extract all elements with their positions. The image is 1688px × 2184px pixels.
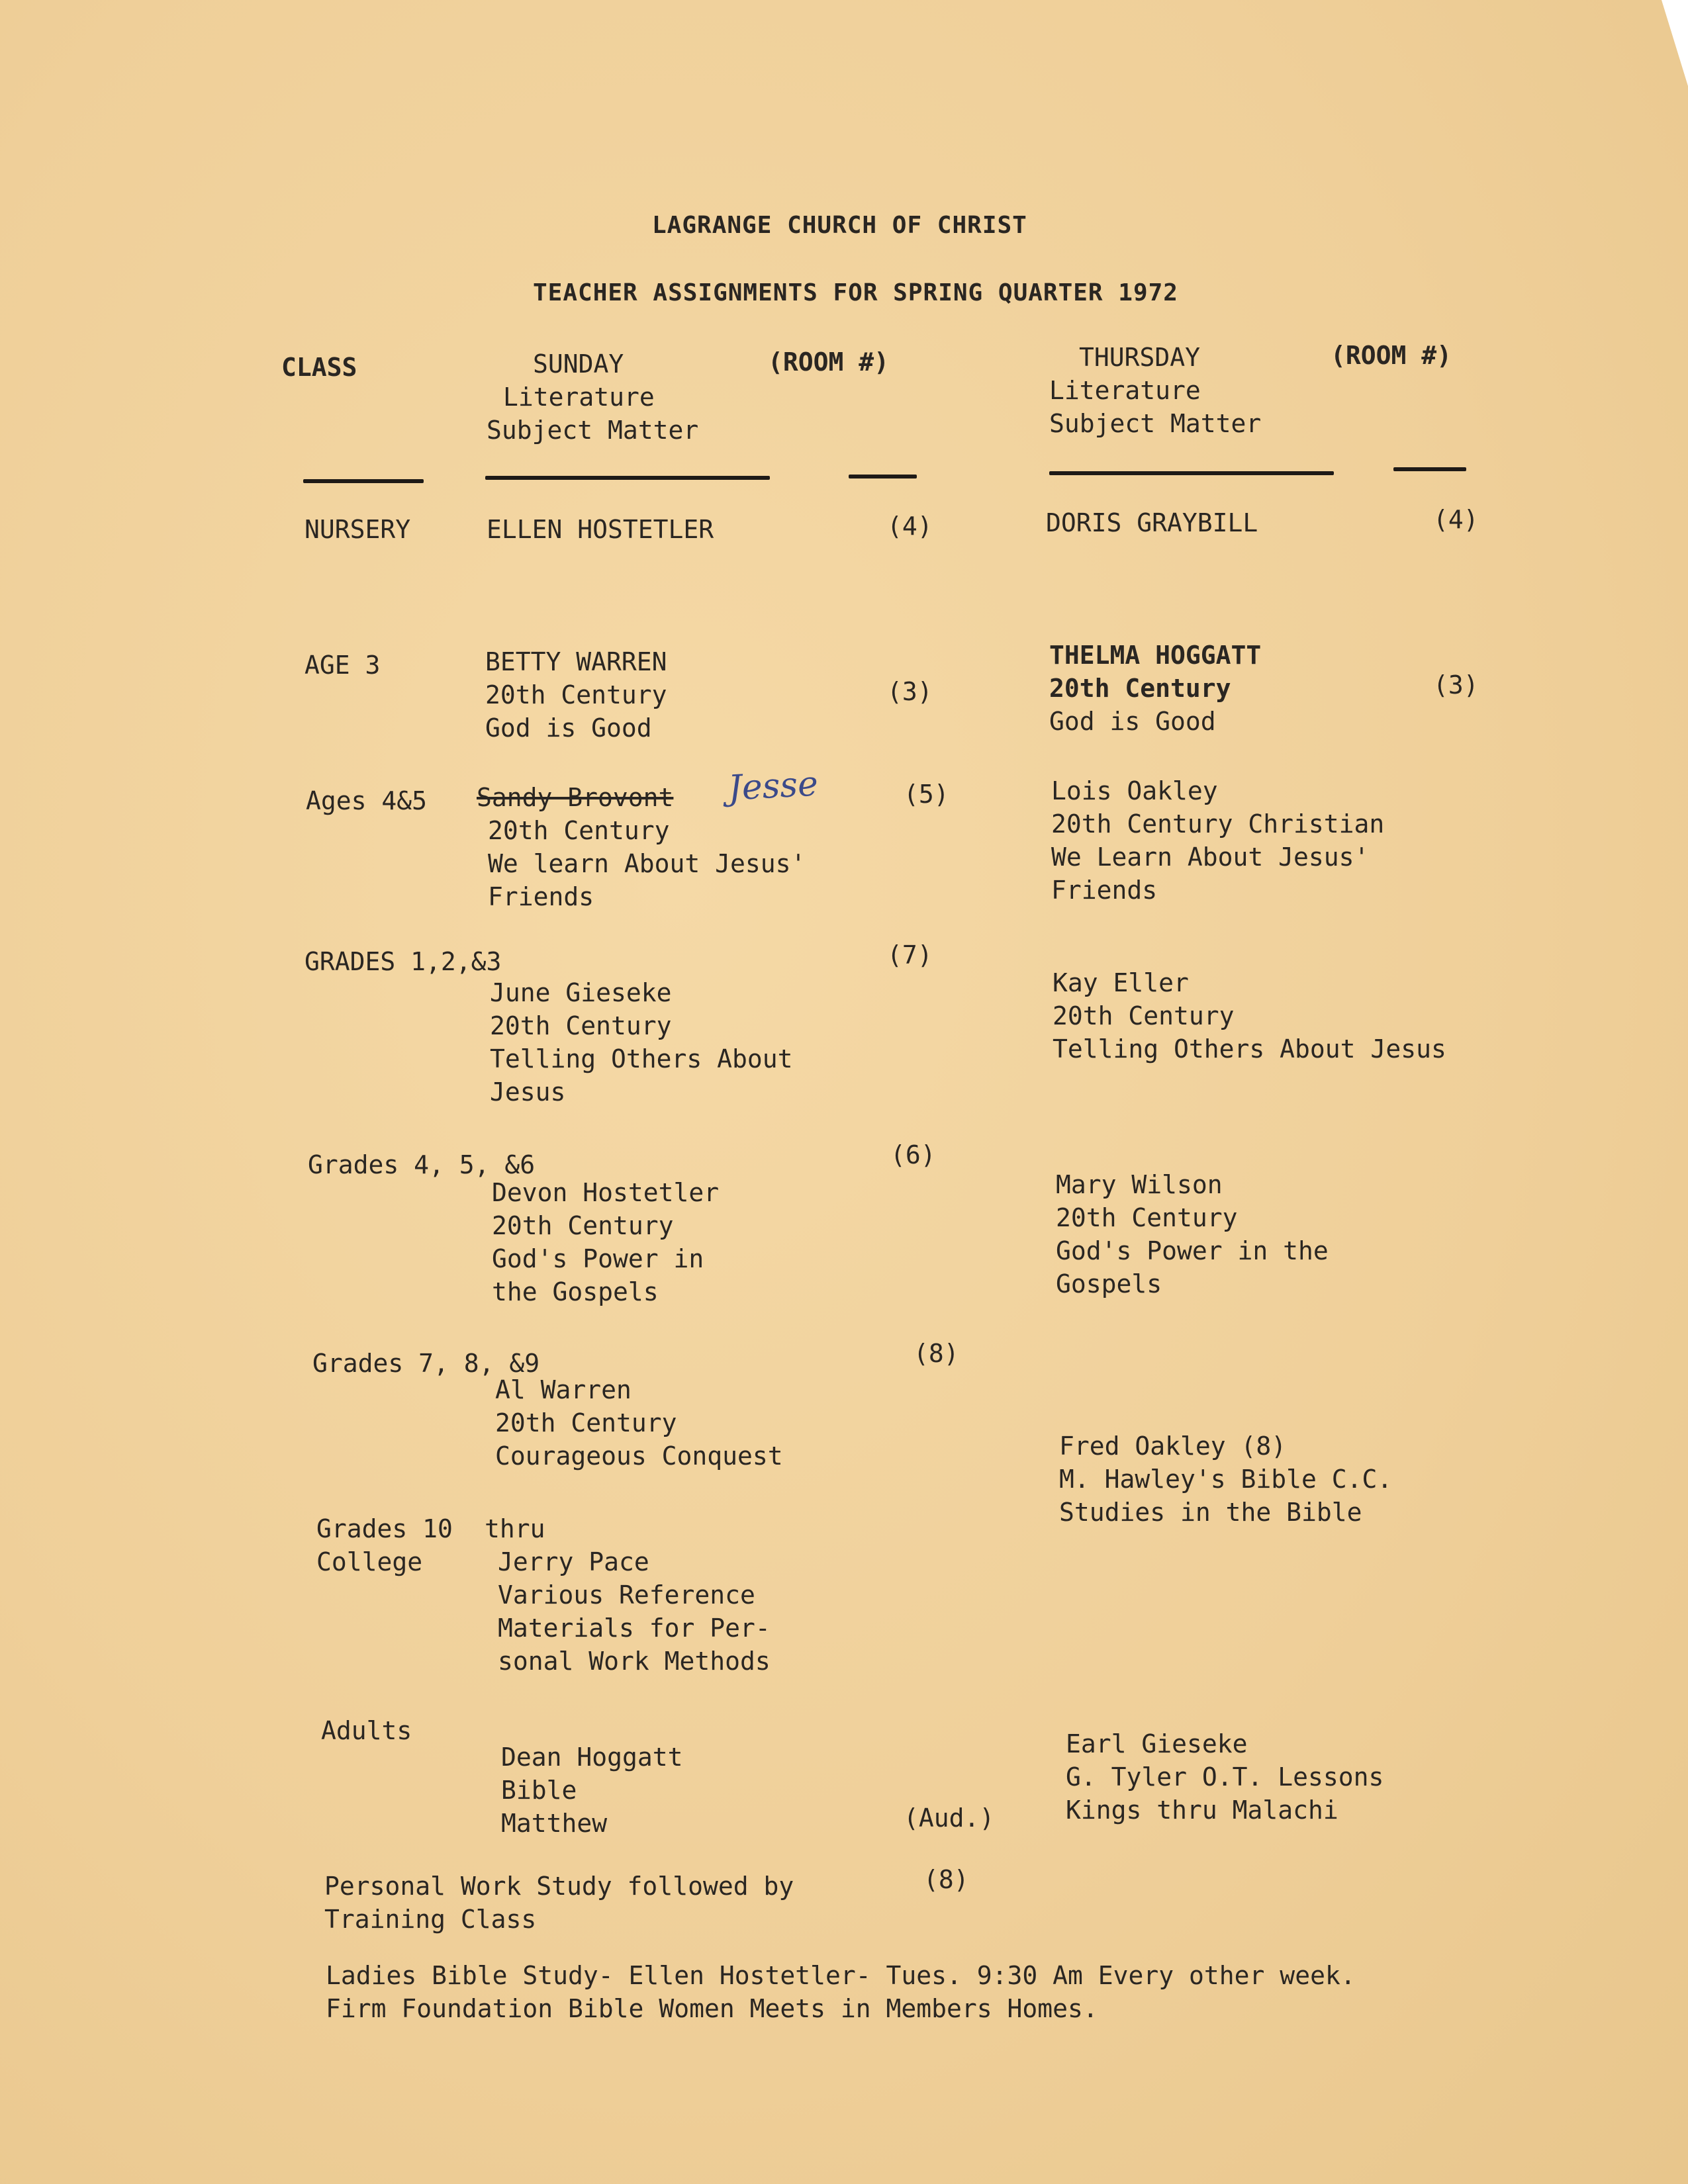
personal-work-study (324, 1870, 794, 1936)
personal-work-line2: Training Class (324, 1905, 537, 1934)
sunday-grades456 (492, 1176, 719, 1308)
thursday-literature-grades456: 20th Century (1056, 1203, 1238, 1232)
thursday-teacher-grades789: Fred Oakley (8) (1059, 1432, 1287, 1461)
sunday-teacher-adults: Dean Hoggatt (501, 1743, 683, 1772)
class-ages45: Ages 4&5 (306, 786, 428, 815)
header-thursday (1049, 341, 1261, 440)
sunday-room-ages45: (5) (904, 780, 949, 809)
sunday-grades10 (498, 1545, 771, 1678)
thursday-subject-adults: Kings thru Malachi (1066, 1796, 1338, 1825)
sunday-subject-grades10-cont2: sonal Work Methods (498, 1647, 771, 1676)
thursday-grades789 (1059, 1430, 1392, 1529)
thursday-literature-grades123: 20th Century (1053, 1001, 1235, 1030)
thursday-ages45 (1051, 774, 1384, 907)
thursday-subject-grades789: Studies in the Bible (1059, 1498, 1362, 1527)
thursday-room-age3: (3) (1433, 670, 1479, 700)
class-nursery: NURSERY (305, 515, 411, 544)
sunday-ages45 (488, 814, 806, 913)
sunday-subject-grades789: Courageous Conquest (495, 1441, 783, 1471)
sunday-room-grades456: (6) (890, 1140, 936, 1169)
header-thursday-literature: Literature (1049, 376, 1201, 405)
footer-firm-foundation: Firm Foundation Bible Women Meets in Members Homes. (326, 1994, 1098, 2023)
thursday-teacher-grades456: Mary Wilson (1056, 1170, 1223, 1199)
thursday-room-nursery: (4) (1433, 505, 1479, 534)
sunday-subject-ages45: We learn About Jesus' (488, 849, 806, 878)
sunday-literature-grades123: 20th Century (490, 1011, 672, 1040)
rule-sunday-room (849, 475, 917, 478)
sunday-subject-age3: God is Good (485, 713, 652, 743)
sunday-teacher-nursery: ELLEN HOSTETLER (487, 515, 714, 544)
thursday-literature-ages45: 20th Century Christian (1051, 809, 1385, 839)
document-subtitle: TEACHER ASSIGNMENTS FOR SPRING QUARTER 1972 (533, 279, 1178, 306)
header-thursday-room: (ROOM #) (1331, 341, 1452, 370)
class-college: College (316, 1547, 423, 1576)
class-grades789: Grades 7, 8, &9 (312, 1349, 540, 1378)
sunday-subject-grades456-cont: the Gospels (492, 1277, 659, 1306)
sunday-room-grades789: (8) (914, 1339, 959, 1368)
thursday-age3 (1049, 639, 1261, 738)
class-grades456: Grades 4, 5, &6 (308, 1150, 536, 1179)
sunday-room-nursery: (4) (887, 512, 933, 541)
sunday-teacher-grades456: Devon Hostetler (492, 1178, 720, 1207)
sunday-subject-grades123: Telling Others About (490, 1044, 793, 1073)
sunday-subject-grades456: God's Power in (492, 1244, 704, 1273)
rule-class (303, 479, 424, 483)
page-corner (1662, 0, 1688, 86)
sunday-literature-grades789: 20th Century (495, 1408, 677, 1437)
thursday-literature-grades789: M. Hawley's Bible C.C. (1059, 1465, 1393, 1494)
header-thursday-day: THURSDAY (1079, 343, 1201, 372)
sunday-teacher-grades10: Jerry Pace (498, 1547, 649, 1576)
thursday-literature-age3: 20th Century (1049, 674, 1231, 703)
sunday-age3 (485, 645, 667, 745)
sunday-grades789 (495, 1373, 783, 1473)
sunday-room-grades123: (7) (887, 940, 933, 970)
sunday-teacher-grades123: June Gieseke (490, 978, 672, 1007)
sunday-literature-ages45: 20th Century (488, 816, 670, 845)
thursday-teacher-grades123: Kay Eller (1053, 968, 1189, 997)
sunday-teacher-age3: BETTY WARREN (485, 647, 667, 676)
class-grades10-college (316, 1512, 453, 1578)
thursday-teacher-adults: Earl Gieseke (1066, 1729, 1248, 1758)
rule-thursday (1049, 471, 1334, 475)
header-sunday-literature: Literature (503, 383, 655, 412)
sunday-subject-grades10-cont: Materials for Per- (498, 1614, 771, 1643)
sunday-subject-adults: Matthew (501, 1809, 608, 1838)
sunday-subject-grades123-cont: Jesus (490, 1077, 566, 1107)
header-sunday-room: (ROOM #) (768, 347, 890, 377)
sunday-literature-adults: Bible (501, 1776, 577, 1805)
thursday-subject-ages45: We Learn About Jesus' (1051, 842, 1370, 872)
footer-notes (326, 1959, 1356, 2025)
thursday-subject-age3: God is Good (1049, 707, 1216, 736)
header-sunday (487, 347, 698, 447)
footer-ladies-bible-study: Ladies Bible Study- Ellen Hostetler- Tues. 9:30 Am Every other week. (326, 1961, 1356, 1990)
thursday-adults (1066, 1727, 1383, 1827)
sunday-grades123 (490, 976, 793, 1109)
header-thursday-subject: Subject Matter (1049, 409, 1262, 438)
sunday-subject-ages45-cont: Friends (488, 882, 594, 911)
header-class: CLASS (281, 353, 357, 382)
thursday-teacher-nursery: DORIS GRAYBILL (1046, 508, 1258, 537)
class-adults: Adults (321, 1716, 412, 1745)
class-grades123: GRADES 1,2,&3 (305, 947, 502, 976)
sunday-literature-grades456: 20th Century (492, 1211, 674, 1240)
thursday-grades123 (1053, 966, 1446, 1066)
thursday-teacher-ages45: Lois Oakley (1051, 776, 1218, 805)
thursday-subject-grades456-cont: Gospels (1056, 1269, 1162, 1298)
personal-work-line1: Personal Work Study followed by (324, 1872, 794, 1901)
thursday-teacher-age3: THELMA HOGGATT (1049, 641, 1262, 670)
thursday-grades456 (1056, 1168, 1329, 1300)
header-sunday-subject: Subject Matter (487, 416, 699, 445)
rule-thursday-room (1393, 467, 1466, 471)
sunday-literature-age3: 20th Century (485, 680, 667, 709)
sunday-room-adults: (Aud.) (904, 1803, 995, 1833)
sunday-room-age3: (3) (887, 677, 933, 706)
rule-sunday (485, 476, 770, 480)
sunday-subject-grades10: Various Reference (498, 1580, 755, 1610)
thursday-subject-ages45-cont: Friends (1051, 876, 1158, 905)
handwritten-name-ages45: Jesse (727, 764, 820, 809)
thursday-literature-adults: G. Tyler O.T. Lessons (1066, 1762, 1384, 1792)
class-grades10: Grades 10 (316, 1514, 453, 1543)
thursday-subject-grades456: God's Power in the (1056, 1236, 1329, 1265)
thursday-subject-grades123: Telling Others About Jesus (1053, 1034, 1446, 1064)
class-age3: AGE 3 (305, 651, 381, 680)
sunday-teacher-grades789: Al Warren (495, 1375, 632, 1404)
document-title: LAGRANGE CHURCH OF CHRIST (652, 212, 1027, 239)
class-thru-word: thru (485, 1514, 545, 1543)
personal-work-room: (8) (923, 1865, 969, 1894)
sunday-adults (501, 1741, 683, 1840)
sunday-struck-teacher-ages45: Sandy Brovont (477, 783, 674, 812)
header-sunday-day: SUNDAY (533, 349, 624, 379)
